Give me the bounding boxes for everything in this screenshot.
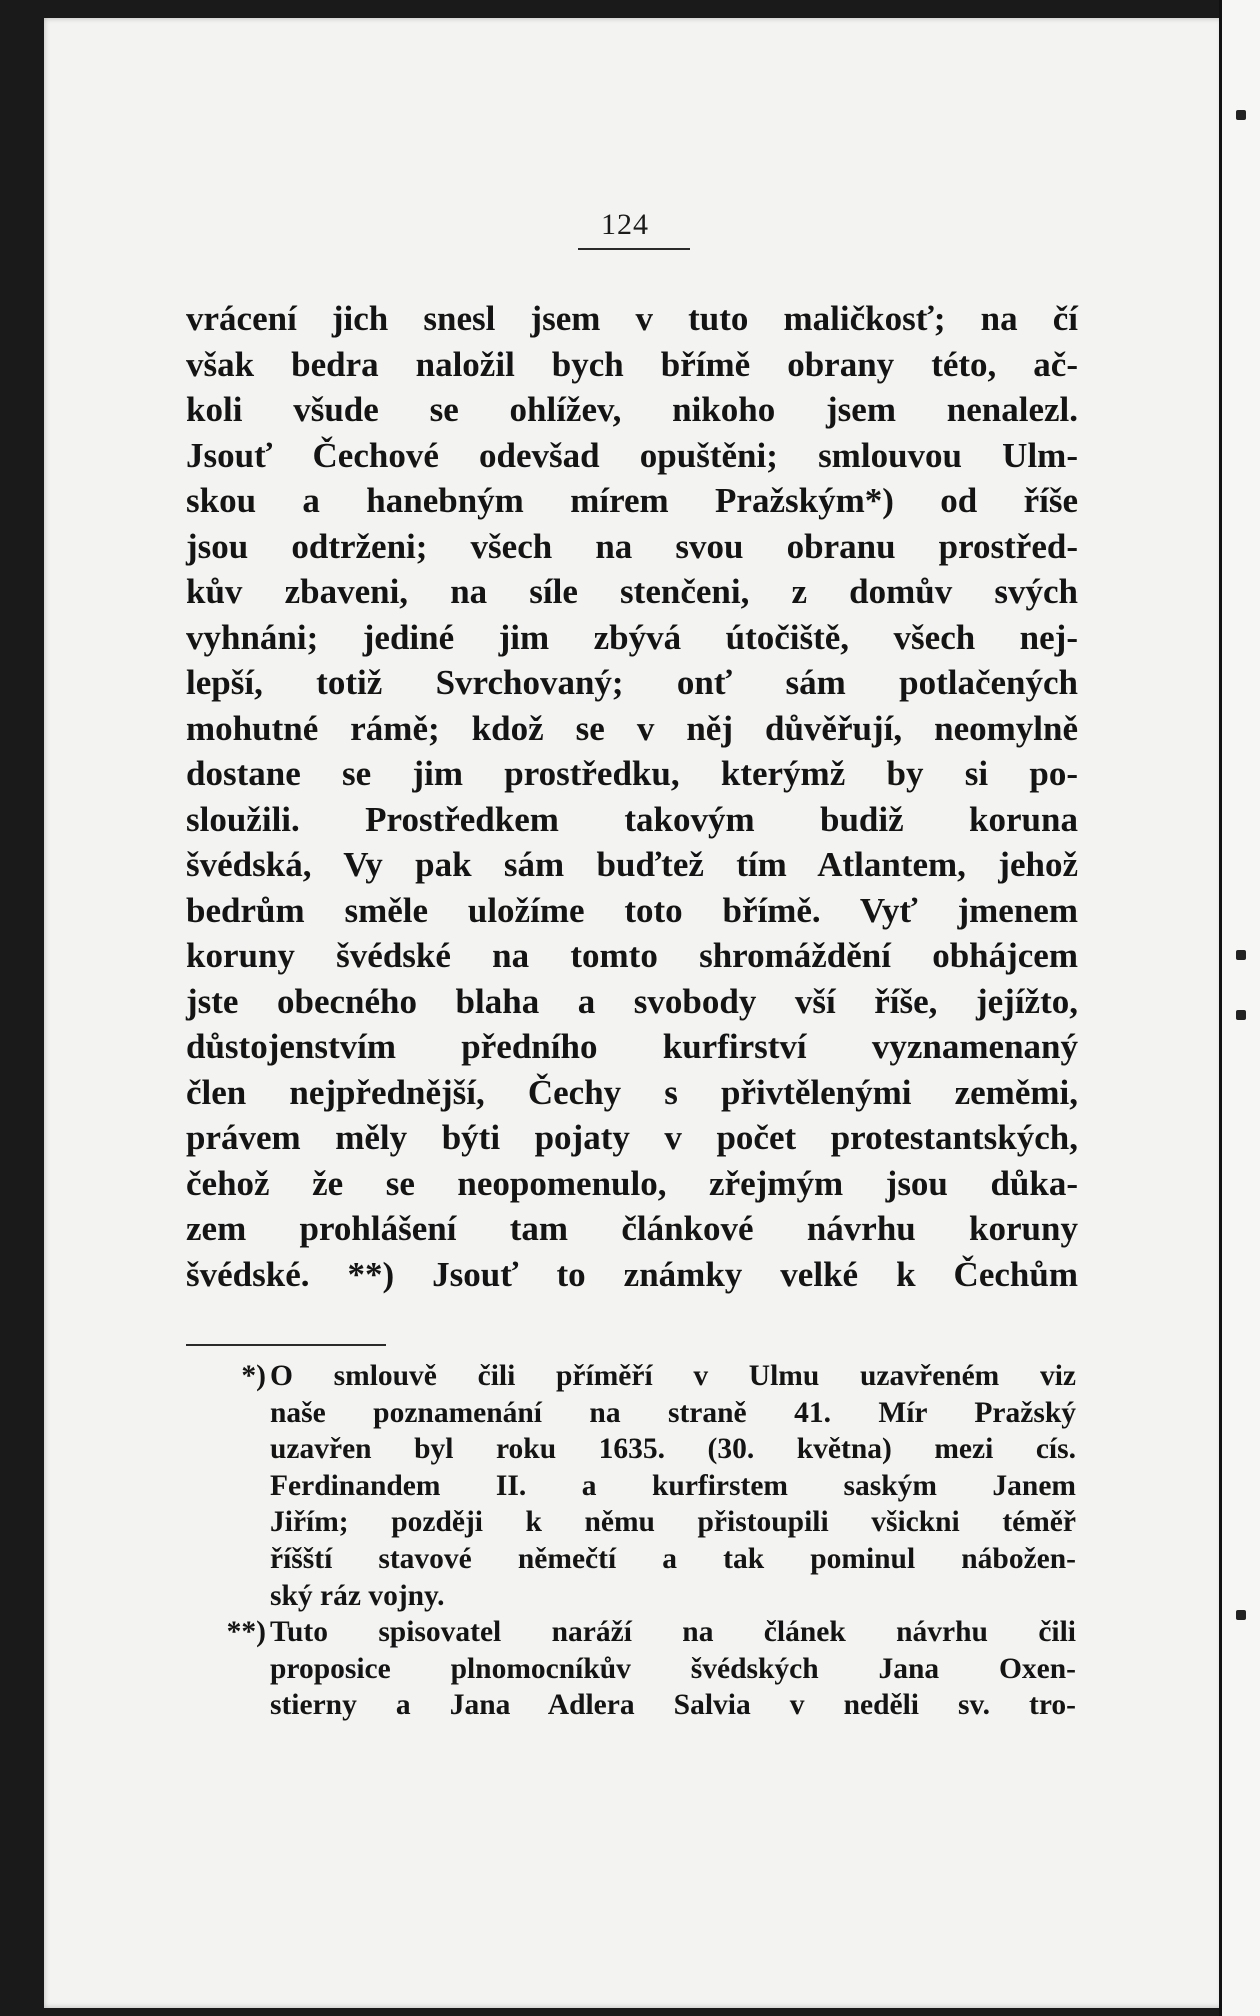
footnote-marker: *) [241, 1360, 266, 1392]
text-line: kův zbaveni, na síle stenčeni, z domův svých [186, 572, 1078, 611]
footnote-line: Jiřím; později k němu přistoupili všickni téměř [270, 1506, 1076, 1539]
footnote-line: naše poznamenání na straně 41. Mír Pražský [270, 1396, 1076, 1429]
footnotes [204, 1358, 1076, 1724]
text-line: švédská, Vy pak sám buďtež tím Atlantem, jehož [186, 845, 1078, 884]
text-line: Jsouť Čechové odevšad opuštěni; smlouvou Ulm- [186, 435, 1078, 475]
text-line: však bedra naložil bych břímě obrany této, ač- [186, 344, 1078, 384]
edge-mark [1236, 1610, 1246, 1620]
text-line: koli všude se ohlížev, nikoho jsem nenalezl. [186, 390, 1078, 429]
footnote-1 [204, 1358, 1076, 1614]
text-line: jste obecného blaha a svobody vší říše, jejížto, [186, 981, 1078, 1021]
footnote-separator [186, 1344, 386, 1346]
text-line: lepší, totiž Svrchovaný; onť sám potlačených [186, 663, 1078, 702]
text-line: dostane se jim prostředku, kterýmž by si po- [186, 754, 1078, 793]
footnote-line: stierny a Jana Adlera Salvia v neděli sv. tro- [270, 1689, 1076, 1722]
edge-mark [1236, 110, 1246, 120]
text-line: právem měly býti pojaty v počet protestantských, [186, 1118, 1078, 1157]
footnote-line: říšští stavové němečtí a tak pominul nábožen- [270, 1542, 1076, 1575]
text-line: švédské. **) Jsouť to známky velké k Čechům [186, 1254, 1078, 1294]
footnote-line: O smlouvě čili příměří v Ulmu uzavřeném viz [270, 1360, 1076, 1392]
text-line: člen nejpřednější, Čechy s přivtělenými zeměmi, [186, 1072, 1078, 1112]
text-line: skou a hanebným mírem Pražským*) od říše [186, 481, 1078, 520]
footnote-2 [204, 1614, 1076, 1724]
text-line: bedrům směle uložíme toto břímě. Vyť jmenem [186, 890, 1078, 930]
text-line: čehož že se neopomenulo, zřejmým jsou důka- [186, 1163, 1078, 1203]
footnote-line: uzavřen byl roku 1635. (30. května) mezi cís. [270, 1433, 1076, 1466]
page-number-rule [578, 248, 690, 250]
text-line: jsou odtrženi; všech na svou obranu prostřed- [186, 526, 1078, 566]
text-line: mohutné rámě; kdož se v něj důvěřují, neomylně [186, 708, 1078, 748]
text-line: důstojenstvím předního kurfirství vyznamenaný [186, 1027, 1078, 1066]
edge-mark [1236, 950, 1246, 960]
footnote-line: proposice plnomocníkův švédských Jana Oxen- [270, 1652, 1076, 1685]
footnote-line: Tuto spisovatel naráží na článek návrhu čili [270, 1616, 1076, 1649]
page-number: 124 [601, 208, 649, 241]
main-text [186, 296, 1078, 1297]
text-line: vrácení jich snesl jsem v tuto maličkosť; na čí [186, 299, 1078, 338]
adjacent-page-edge [1219, 0, 1260, 2016]
text-line: sloužili. Prostředkem takovým budiž koruna [186, 799, 1078, 839]
edge-mark [1236, 1010, 1246, 1020]
footnote-line: Ferdinandem II. a kurfirstem saským Janem [270, 1469, 1076, 1502]
text-line: zem prohlášení tam článkové návrhu koruny [186, 1209, 1078, 1248]
text-line: vyhnáni; jediné jim zbývá útočiště, všech nej- [186, 617, 1078, 657]
footnote-line: ský ráz vojny. [270, 1579, 445, 1612]
footnote-marker: **) [226, 1616, 266, 1649]
text-line: koruny švédské na tomto shromáždění obhájcem [186, 936, 1078, 975]
